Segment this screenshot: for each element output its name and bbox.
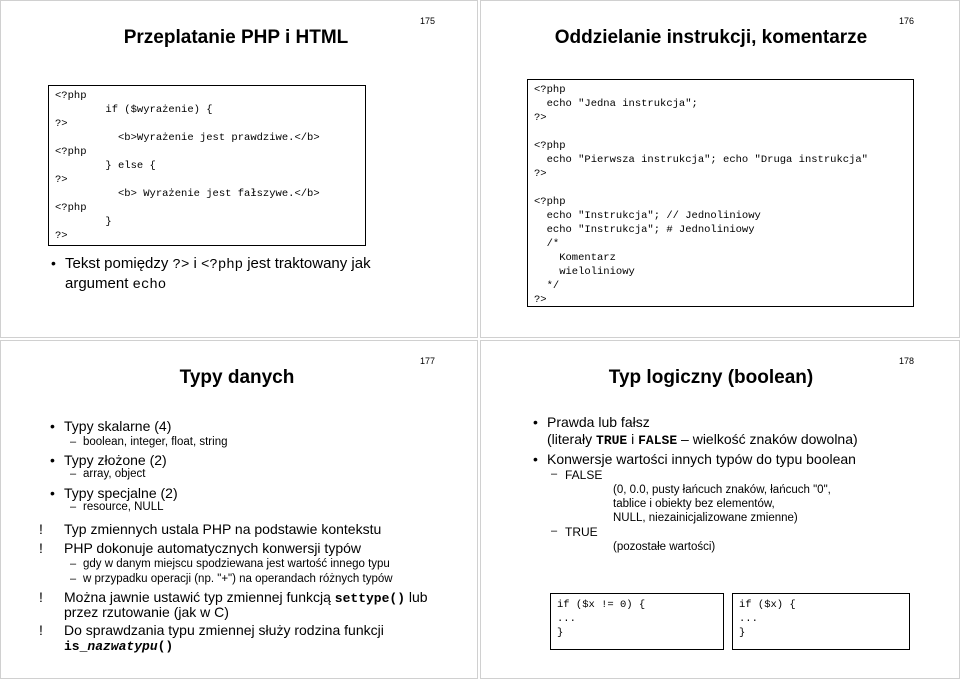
bullet-marker: • xyxy=(50,418,55,434)
code-line: /* xyxy=(534,238,560,250)
false-desc-2: tablice i obiekty bez elementów, xyxy=(613,498,775,510)
list-item: Typy skalarne (4) xyxy=(64,418,172,434)
dash-marker: – xyxy=(70,436,77,448)
code-line: } else { xyxy=(55,160,156,172)
dash-marker: – xyxy=(70,558,77,570)
dash-marker: – xyxy=(70,468,77,480)
list-item: Typy złożone (2) xyxy=(64,452,167,468)
code-line: <?php xyxy=(534,140,566,152)
slide-175 xyxy=(0,0,478,338)
slide-title: Typy danych xyxy=(179,367,295,388)
list-item: is_nazwatypu() xyxy=(64,639,174,654)
slide-number: 178 xyxy=(898,356,914,366)
list-item: PHP dokonuje automatycznych konwersji typów xyxy=(64,540,362,556)
code-line: <?php xyxy=(55,202,87,214)
code-line: <?php xyxy=(534,196,566,208)
slide-number: 176 xyxy=(898,16,914,26)
code-line: */ xyxy=(534,280,560,292)
list-subitem: w przypadku operacji (np. "+") na operandach różnych typów xyxy=(83,573,393,585)
list-item: Typ zmiennych ustala PHP na podstawie kontekstu xyxy=(64,521,382,537)
false-desc-1: (0, 0.0, pusty łańcuch znaków, łańcuch "0", xyxy=(613,484,831,496)
bullet-conversions: Konwersje wartości innych typów do typu boolean xyxy=(547,451,856,467)
slide-title: Przeplatanie PHP i HTML xyxy=(123,27,349,48)
bullet-marker: • xyxy=(50,485,55,501)
bullet-marker: • xyxy=(533,451,538,467)
slide-title: Typ logiczny (boolean) xyxy=(608,367,814,388)
code-line: <?php xyxy=(55,90,87,102)
slide-title: Oddzielanie instrukcji, komentarze xyxy=(554,27,868,48)
true-desc: (pozostałe wartości) xyxy=(613,541,716,553)
true-label: TRUE xyxy=(565,525,598,539)
slide-number: 177 xyxy=(419,356,435,366)
code-line: ?> xyxy=(534,112,547,124)
literals-note: (literały TRUE i FALSE – wielkość znaków dowolna) xyxy=(547,431,858,448)
dash-marker: – xyxy=(551,525,558,537)
list-item: Typy specjalne (2) xyxy=(64,485,178,501)
exclaim-marker: ! xyxy=(39,589,43,605)
comments-code-block xyxy=(527,79,914,307)
list-subitem: array, object xyxy=(83,468,146,480)
list-subitem: resource, NULL xyxy=(83,501,164,513)
false-desc-3: NULL, niezainicjalizowane zmienne) xyxy=(613,512,798,524)
list-subitem: gdy w danym miejscu spodziewana jest wartość innego typu xyxy=(83,558,390,570)
code-line: ?> xyxy=(55,230,68,242)
code-line: Komentarz xyxy=(534,252,616,264)
bullet-marker: • xyxy=(50,452,55,468)
code-line: ?> xyxy=(55,174,68,186)
false-label: FALSE xyxy=(565,468,603,482)
bullet-marker: • xyxy=(533,414,538,430)
code-line: ?> xyxy=(534,168,547,180)
code-line: if ($wyrażenie) { xyxy=(55,104,213,116)
list-item: przez rzutowanie (jak w C) xyxy=(64,604,229,620)
code-explicit-compare: if ($x != 0) { ... } xyxy=(550,593,724,650)
bullet-marker: • xyxy=(51,255,56,271)
code-line: } xyxy=(55,216,112,228)
bullet-true-false: Prawda lub fałsz xyxy=(547,414,650,430)
slide-177 xyxy=(0,340,478,679)
bullet-text-continued: argument echo xyxy=(65,275,167,293)
list-item: Do sprawdzania typu zmiennej służy rodzina funkcji xyxy=(64,622,384,638)
dash-marker: – xyxy=(551,468,558,480)
list-item: Można jawnie ustawić typ zmiennej funkcją settype() lub xyxy=(64,589,428,606)
bullet-text: Tekst pomiędzy ?> i <?php jest traktowany jak xyxy=(65,255,371,273)
code-implicit-boolean: if ($x) { ... } xyxy=(732,593,910,650)
list-subitem: boolean, integer, float, string xyxy=(83,436,228,448)
code-line: ?> xyxy=(534,294,547,306)
code-line: echo "Jedna instrukcja"; xyxy=(534,98,698,110)
code-line: <?php xyxy=(55,146,87,158)
code-line: echo "Pierwsza instrukcja"; echo "Druga instrukcja" xyxy=(534,154,868,166)
slide-178 xyxy=(480,340,960,679)
code-line: echo "Instrukcja"; # Jednoliniowy xyxy=(534,224,755,236)
code-line: <?php xyxy=(534,84,566,96)
code-line: wieloliniowy xyxy=(534,266,635,278)
dash-marker: – xyxy=(70,573,77,585)
slide-176 xyxy=(480,0,960,338)
dash-marker: – xyxy=(70,501,77,513)
code-line: echo "Instrukcja"; // Jednoliniowy xyxy=(534,210,761,222)
code-line: <b> Wyrażenie jest fałszywe.</b> xyxy=(55,188,320,200)
exclaim-marker: ! xyxy=(39,622,43,638)
slide-number: 175 xyxy=(419,16,435,26)
php-html-code-block xyxy=(48,85,366,246)
code-line: <b>Wyrażenie jest prawdziwe.</b> xyxy=(55,132,320,144)
exclaim-marker: ! xyxy=(39,521,43,537)
exclaim-marker: ! xyxy=(39,540,43,556)
code-line: ?> xyxy=(55,118,68,130)
